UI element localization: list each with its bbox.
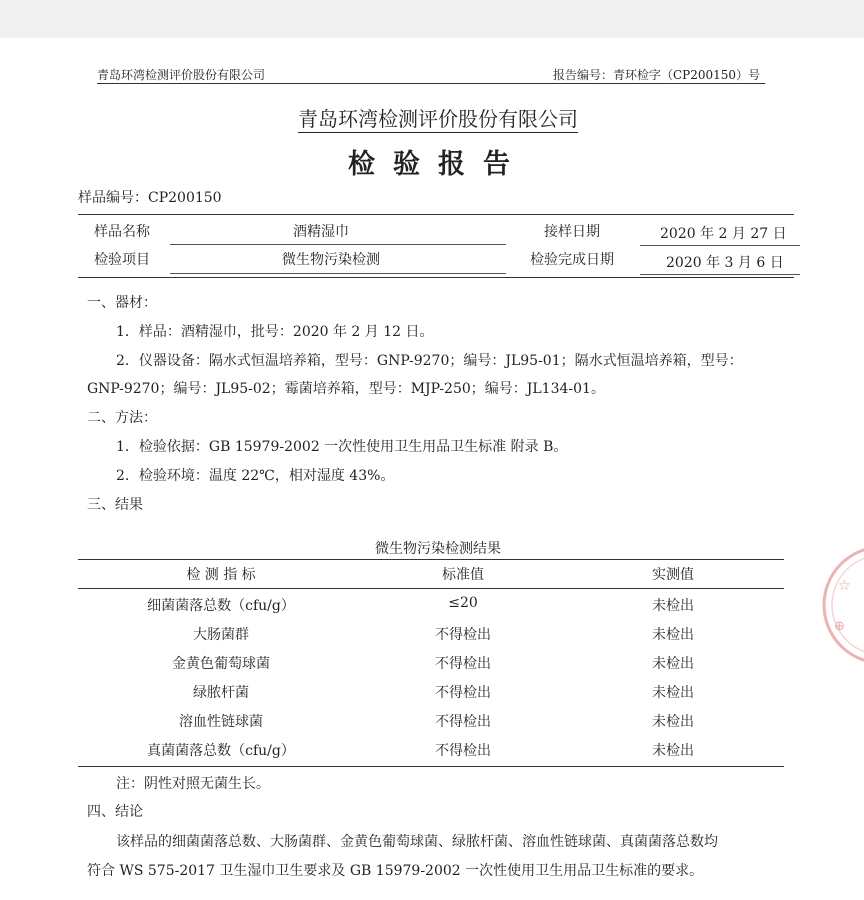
conclusion-line-2: 符合 WS 575-2017 卫生湿巾卫生要求及 GB 15979-2002 一次性使用卫生用品卫生标准的要求。 — [87, 863, 704, 879]
underline — [170, 244, 506, 245]
conclusion-line-1: 该样品的细菌菌落总数、大肠菌群、金黄色葡萄球菌、绿脓杆菌、溶血性链球菌、真菌菌落总数均 — [116, 834, 718, 850]
section-conclusion-title: 四、结论 — [87, 804, 143, 820]
svg-text:⊕: ⊕ — [834, 619, 845, 634]
row-standard: 不得检出 — [435, 743, 491, 759]
sample-name-label: 样品名称 — [94, 224, 150, 240]
row-indicator: 大肠菌群 — [193, 627, 249, 643]
row-measured: 未检出 — [652, 714, 694, 730]
test-item-label: 检验项目 — [94, 252, 150, 268]
method-item-1: 1．检验依据：GB 15979-2002 一次性使用卫生用品卫生标准 附录 B。 — [116, 439, 568, 455]
viewer-top-band — [0, 0, 864, 38]
equipment-item-2: 2．仪器设备：隔水式恒温培养箱，型号：GNP-9270；编号：JL95-01；隔水式恒温培养箱，型号： — [116, 353, 743, 369]
equipment-item-1: 1．样品：酒精湿巾，批号：2020 年 2 月 12 日。 — [116, 324, 434, 340]
row-measured: 未检出 — [652, 743, 694, 759]
header-company: 青岛环湾检测评价股份有限公司 — [97, 68, 266, 82]
section-equipment-title: 一、器材： — [87, 295, 157, 311]
table-header-rule — [78, 588, 784, 589]
method-item-2: 2．检验环境：温度 22℃，相对湿度 43%。 — [116, 468, 395, 484]
header-report-number: 报告编号：青环检字（CP200150）号 — [553, 68, 761, 82]
red-seal-stamp — [822, 530, 864, 680]
sample-number: 样品编号：CP200150 — [78, 190, 222, 206]
receive-date-value: 2020 年 2 月 27 日 — [660, 226, 787, 242]
receive-date-label: 接样日期 — [544, 224, 600, 240]
row-standard: 不得检出 — [435, 685, 491, 701]
table-bottom-rule — [78, 766, 784, 767]
row-standard: 不得检出 — [435, 714, 491, 730]
table-note: 注：阴性对照无菌生长。 — [116, 776, 270, 792]
section-result-title: 三、结果 — [87, 497, 143, 513]
section-method-title: 二、方法： — [87, 410, 157, 426]
table-header-indicator: 检 测 指 标 — [186, 567, 256, 583]
sample-name-value: 酒精湿巾 — [293, 224, 349, 240]
svg-text:☆: ☆ — [838, 578, 851, 594]
table-header-measured: 实测值 — [652, 567, 694, 583]
row-indicator: 细菌菌落总数（cfu/g） — [147, 598, 295, 614]
equipment-item-2-cont: GNP-9270；编号：JL95-02；霉菌培养箱，型号：MJP-250；编号：JL134-01。 — [87, 381, 605, 397]
info-table — [78, 214, 794, 278]
complete-date-value: 2020 年 3 月 6 日 — [666, 255, 784, 271]
underline — [170, 273, 506, 274]
row-indicator: 金黄色葡萄球菌 — [172, 656, 270, 672]
row-standard: ≤20 — [448, 595, 478, 611]
test-item-value: 微生物污染检测 — [282, 252, 380, 268]
row-measured: 未检出 — [652, 598, 694, 614]
underline — [640, 274, 800, 275]
row-standard: 不得检出 — [435, 627, 491, 643]
underline — [640, 245, 800, 246]
row-measured: 未检出 — [652, 627, 694, 643]
row-measured: 未检出 — [652, 685, 694, 701]
company-title — [12, 103, 864, 132]
row-standard: 不得检出 — [435, 656, 491, 672]
row-indicator: 真菌菌落总数（cfu/g） — [147, 743, 295, 759]
row-indicator: 溶血性链球菌 — [179, 714, 263, 730]
table-caption: 微生物污染检测结果 — [375, 541, 501, 557]
header-rule — [97, 83, 765, 84]
table-top-rule — [78, 559, 784, 560]
report-page — [12, 38, 864, 900]
row-measured: 未检出 — [652, 656, 694, 672]
company-name: 青岛环湾检测评价股份有限公司 — [298, 107, 578, 131]
report-title: 检验报告 — [348, 149, 528, 180]
complete-date-label: 检验完成日期 — [530, 252, 614, 268]
row-indicator: 绿脓杆菌 — [193, 685, 249, 701]
table-header-standard: 标准值 — [442, 567, 484, 583]
